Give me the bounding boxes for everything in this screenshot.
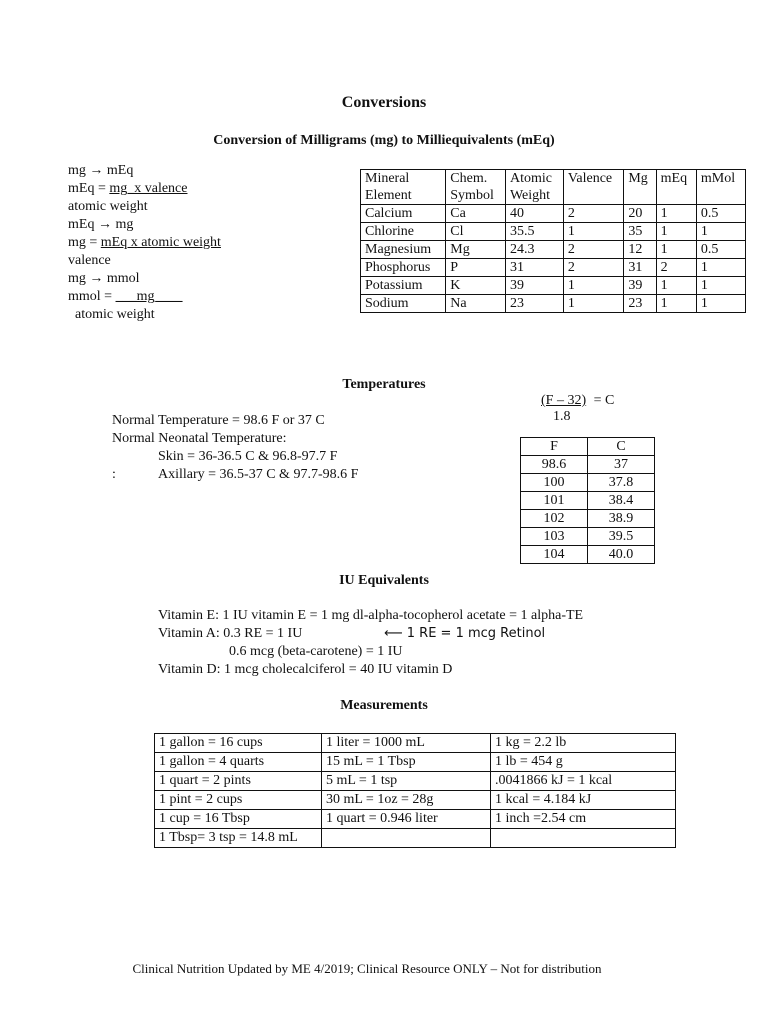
mg-formulas — [68, 162, 221, 324]
table-cell: Cl — [446, 223, 506, 241]
table-cell: 23 — [624, 295, 656, 313]
table-row — [361, 259, 746, 277]
table-cell: K — [446, 277, 506, 295]
formula-line: valence — [68, 253, 111, 268]
table-cell: 39 — [505, 277, 563, 295]
table-row — [155, 791, 676, 810]
table-row — [521, 510, 655, 528]
table-cell: 1 gallon = 16 cups — [155, 734, 322, 753]
table-cell: 2 — [563, 241, 624, 259]
temperature-notes — [112, 412, 358, 484]
table-cell: 1 quart = 2 pints — [155, 772, 322, 791]
table-cell: 2 — [563, 205, 624, 223]
table-header: Mg — [624, 170, 656, 205]
table-cell: 40 — [505, 205, 563, 223]
table-row — [155, 829, 676, 848]
table-row — [155, 734, 676, 753]
table-cell: 5 mL = 1 tsp — [322, 772, 491, 791]
table-row — [521, 492, 655, 510]
table-header: Valence — [563, 170, 624, 205]
table-cell: 104 — [521, 546, 588, 564]
table-cell — [491, 829, 676, 848]
table-cell: P — [446, 259, 506, 277]
table-cell: 1 quart = 0.946 liter — [322, 810, 491, 829]
formula-line: mg → mmol — [68, 271, 140, 286]
table-row — [361, 241, 746, 259]
table-cell: Mg — [446, 241, 506, 259]
table-header: Atomic Weight — [505, 170, 563, 205]
table-header: F — [521, 438, 588, 456]
table-cell: 35 — [624, 223, 656, 241]
temperatures-heading: Temperatures — [342, 377, 426, 392]
table-cell: 37 — [588, 456, 655, 474]
formula-line: mEq → mg — [68, 217, 134, 232]
table-cell: 12 — [624, 241, 656, 259]
table-cell: 1 — [656, 295, 696, 313]
table-cell: 30 mL = 1oz = 28g — [322, 791, 491, 810]
measurements-heading: Measurements — [340, 698, 428, 713]
mg-section-heading: Conversion of Milligrams (mg) to Milliequivalents (mEq) — [213, 133, 555, 148]
table-row — [521, 456, 655, 474]
table-row — [361, 223, 746, 241]
table-row — [155, 810, 676, 829]
table-cell: Ca — [446, 205, 506, 223]
table-cell: 39 — [624, 277, 656, 295]
table-cell: 1 — [696, 223, 745, 241]
table-cell: 1 gallon = 4 quarts — [155, 753, 322, 772]
formula-line: atomic weight — [68, 199, 148, 214]
table-cell: 1 — [696, 277, 745, 295]
table-cell: 1 inch =2.54 cm — [491, 810, 676, 829]
table-cell: 0.5 — [696, 205, 745, 223]
table-row — [521, 546, 655, 564]
table-row — [361, 277, 746, 295]
table-cell: 1 liter = 1000 mL — [322, 734, 491, 753]
table-row — [521, 474, 655, 492]
page-footer: Clinical Nutrition Updated by ME 4/2019; Clinical Resource ONLY – Not for distribution — [132, 961, 602, 976]
table-cell: Potassium — [361, 277, 446, 295]
table-cell: 20 — [624, 205, 656, 223]
formula-denominator: 1.8 — [553, 409, 571, 424]
table-cell: 102 — [521, 510, 588, 528]
table-row — [521, 528, 655, 546]
temperature-table — [520, 437, 655, 564]
table-cell: 1 — [563, 277, 624, 295]
table-cell: 1 cup = 16 Tbsp — [155, 810, 322, 829]
table-cell: 2 — [656, 259, 696, 277]
table-cell: 1 — [696, 259, 745, 277]
table-cell: Sodium — [361, 295, 446, 313]
table-cell: 1 — [656, 223, 696, 241]
formula-line: mEq = mg_x valence — [68, 181, 188, 196]
mineral-table — [360, 169, 746, 313]
table-cell: 37.8 — [588, 474, 655, 492]
table-cell: 1 — [563, 223, 624, 241]
table-header: Mineral Element — [361, 170, 446, 205]
table-cell: 40.0 — [588, 546, 655, 564]
table-cell: 31 — [624, 259, 656, 277]
iu-line: Vitamin D: 1 mcg cholecalciferol = 40 IU vitamin D — [158, 662, 453, 677]
table-cell: 24.3 — [505, 241, 563, 259]
formula-line: mg → mEq — [68, 163, 134, 178]
table-cell: 1 Tbsp= 3 tsp = 14.8 mL — [155, 829, 322, 848]
formula-line: mg = mEq x atomic weight — [68, 235, 221, 250]
table-cell: 31 — [505, 259, 563, 277]
table-header: mEq — [656, 170, 696, 205]
table-cell: 15 mL = 1 Tbsp — [322, 753, 491, 772]
table-row — [361, 295, 746, 313]
table-cell: 38.9 — [588, 510, 655, 528]
table-cell: Magnesium — [361, 241, 446, 259]
table-cell: 101 — [521, 492, 588, 510]
iu-heading: IU Equivalents — [339, 573, 429, 588]
table-cell: .0041866 kJ = 1 kcal — [491, 772, 676, 791]
table-header-row — [521, 438, 655, 456]
iu-line: Vitamin A: 0.3 RE = 1 IU ⟵ 1 RE = 1 mcg Retinol — [158, 626, 546, 641]
table-cell: 2 — [563, 259, 624, 277]
table-header: Chem. Symbol — [446, 170, 506, 205]
table-cell: 1 kcal = 4.184 kJ — [491, 791, 676, 810]
table-cell: 35.5 — [505, 223, 563, 241]
table-row — [155, 753, 676, 772]
table-cell: Phosphorus — [361, 259, 446, 277]
measurements-table — [154, 733, 676, 848]
page-title: Conversions — [341, 94, 427, 111]
temperature-formula — [541, 393, 614, 425]
temperature-line: Normal Neonatal Temperature: — [112, 431, 287, 446]
iu-lines — [158, 607, 583, 679]
table-cell: 1 pint = 2 cups — [155, 791, 322, 810]
table-cell: 1 kg = 2.2 lb — [491, 734, 676, 753]
table-cell: 1 — [656, 241, 696, 259]
formula-line: atomic weight — [75, 307, 155, 322]
temperature-line: Skin = 36-36.5 C & 96.8-97.7 F — [158, 449, 338, 464]
table-row — [155, 772, 676, 791]
table-row — [361, 205, 746, 223]
table-cell — [322, 829, 491, 848]
table-header: C — [588, 438, 655, 456]
table-cell: 23 — [505, 295, 563, 313]
formula-line: mmol = ___mg____ — [68, 289, 183, 304]
table-cell: 100 — [521, 474, 588, 492]
table-cell: 1 — [563, 295, 624, 313]
table-header-row — [361, 170, 746, 205]
table-cell: 0.5 — [696, 241, 745, 259]
table-cell: Na — [446, 295, 506, 313]
temperature-line: : Axillary = 36.5-37 C & 97.7-98.6 F — [112, 467, 359, 482]
table-cell: 103 — [521, 528, 588, 546]
table-cell: Calcium — [361, 205, 446, 223]
temperature-line: Normal Temperature = 98.6 F or 37 C — [112, 413, 325, 428]
table-cell: 1 lb = 454 g — [491, 753, 676, 772]
table-header: mMol — [696, 170, 745, 205]
table-cell: 98.6 — [521, 456, 588, 474]
formula-result: = C — [593, 393, 615, 408]
iu-line: Vitamin E: 1 IU vitamin E = 1 mg dl-alpha-tocopherol acetate = 1 alpha-TE — [158, 608, 584, 623]
table-cell: 1 — [696, 295, 745, 313]
table-cell: 1 — [656, 277, 696, 295]
table-cell: 39.5 — [588, 528, 655, 546]
table-cell: 38.4 — [588, 492, 655, 510]
iu-line: 0.6 mcg (beta-carotene) = 1 IU — [229, 644, 403, 659]
formula-numerator: (F – 32) — [541, 393, 587, 408]
table-cell: 1 — [656, 205, 696, 223]
table-cell: Chlorine — [361, 223, 446, 241]
